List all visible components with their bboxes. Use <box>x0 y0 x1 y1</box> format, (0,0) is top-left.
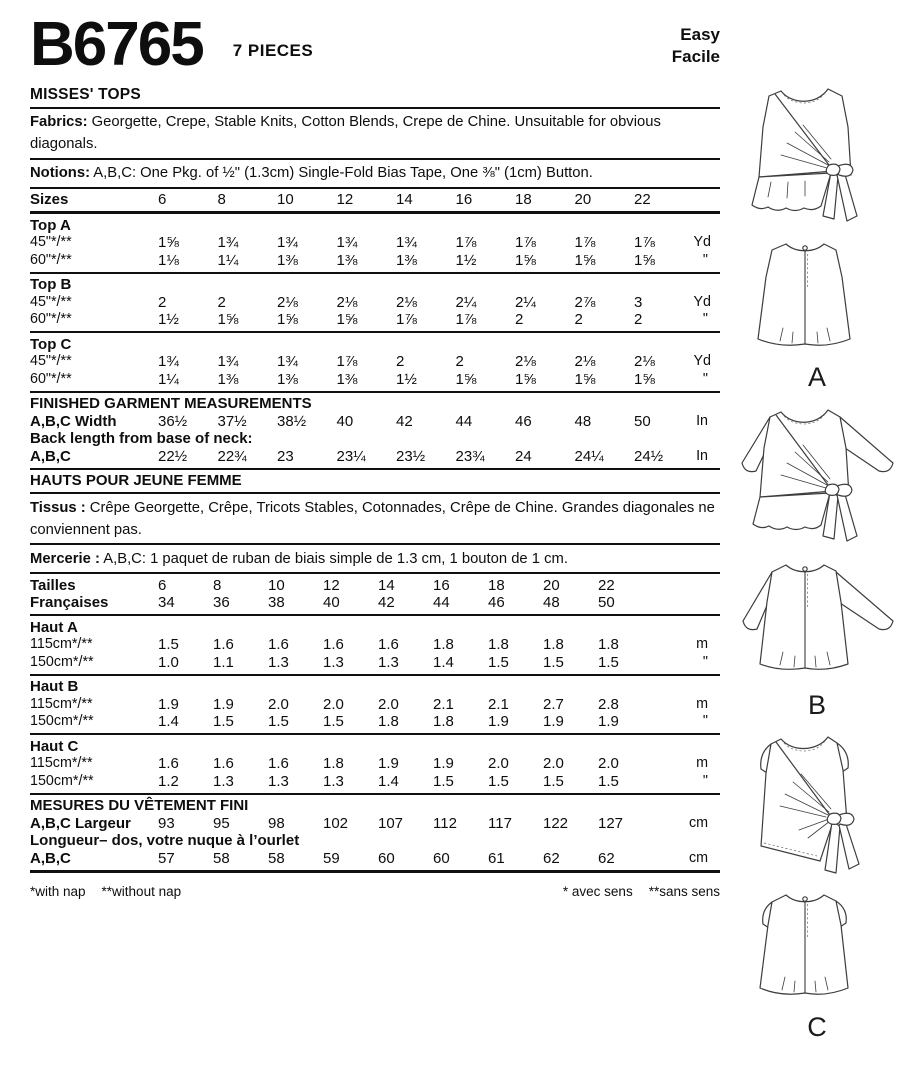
footnote-french <box>563 884 720 899</box>
table-cell: 62 <box>543 849 560 867</box>
table-cell: 1.5 <box>488 772 509 790</box>
table-cell: 2 <box>515 311 524 328</box>
table-cell: 1⅜ <box>336 370 358 388</box>
table-cell: 59 <box>323 849 340 867</box>
row-label: A,B,C Width <box>30 412 117 430</box>
table-cell: 6 <box>158 576 167 594</box>
table-cell: 58 <box>213 849 230 867</box>
table-cell: 1⅞ <box>634 234 655 251</box>
table-cell: 127 <box>598 814 624 832</box>
table-cell: 1.3 <box>323 772 344 790</box>
table-cell: 1.4 <box>433 653 454 671</box>
table-cell: 1¾ <box>277 234 298 251</box>
table-cell: 1.5 <box>268 713 289 730</box>
divider <box>30 614 720 616</box>
table-cell: 1⅝ <box>574 251 596 269</box>
table-cell: 1⅜ <box>336 251 358 269</box>
garment-views-column <box>731 80 903 1052</box>
notions-text: A,B,C: One Pkg. of ½" (1.3cm) Single-Fold Bias Tape, One ⅜" (1cm) Button. <box>90 165 593 181</box>
table-cell: 1⅛ <box>158 251 179 269</box>
view-a-back-illustration <box>733 236 902 362</box>
table-cell: 1.8 <box>543 636 564 653</box>
fabrics-line <box>30 111 720 155</box>
table-cell: 2.0 <box>488 755 509 772</box>
table-cell: 1⅞ <box>515 234 536 251</box>
table-cell: 1.8 <box>433 713 454 730</box>
footnote-with-nap: *with nap <box>30 883 86 899</box>
table-cell: 2.0 <box>378 695 399 713</box>
tailles-header-row <box>30 577 720 595</box>
table-cell: 1.9 <box>598 713 619 730</box>
table-cell: 1.5 <box>598 653 619 671</box>
section-title-haut-a: Haut A <box>30 618 78 636</box>
divider <box>30 733 720 735</box>
table-cell: 1.5 <box>213 713 234 730</box>
table-cell: 1.9 <box>378 755 399 772</box>
table-cell: 23½ <box>396 447 426 465</box>
unit-cell: " <box>702 251 708 268</box>
table-cell: 95 <box>213 814 230 832</box>
table-cell: 14 <box>378 576 395 594</box>
divider <box>30 674 720 676</box>
divider <box>30 211 720 214</box>
table-cell: 57 <box>158 849 175 867</box>
unit-cell <box>653 594 720 612</box>
table-cell: 18 <box>515 191 532 208</box>
view-b-front-illustration <box>733 402 902 554</box>
table-cell: 1.4 <box>158 713 179 730</box>
footnote-sans-sens: **sans sens <box>648 883 720 899</box>
divider <box>30 572 720 574</box>
table-cell: 1¾ <box>158 353 179 370</box>
table-cell: 2⅛ <box>277 293 298 311</box>
table-cell: 16 <box>433 576 450 594</box>
unit-cell: cm <box>688 849 708 866</box>
unit-cell: m <box>696 755 708 771</box>
table-cell: 1¼ <box>158 370 179 388</box>
pattern-number: B6765 <box>30 10 203 79</box>
table-cell: 1¾ <box>277 353 298 370</box>
table-cell: 8 <box>217 191 226 208</box>
table-row <box>30 636 720 654</box>
tissus-line <box>30 497 720 541</box>
unit-cell: " <box>702 713 708 729</box>
table-cell: 16 <box>455 191 473 208</box>
unit-cell <box>653 577 720 595</box>
row-label: 60"*/** <box>30 370 72 387</box>
difficulty-en: Easy <box>680 25 720 44</box>
row-label: 115cm*/** <box>30 636 93 652</box>
row-label: A,B,C Largeur <box>30 814 131 832</box>
view-b-back-illustration <box>733 558 902 690</box>
envelope-back-sheet <box>30 12 720 899</box>
table-cell: 1⅝ <box>277 311 298 328</box>
unit-cell: Yd <box>693 293 711 310</box>
table-cell: 1.5 <box>158 636 179 653</box>
table-cell: 48 <box>543 594 560 611</box>
table-cell: 1⅜ <box>217 370 239 388</box>
table-cell: 22 <box>598 576 615 594</box>
table-cell: 1.8 <box>323 755 344 772</box>
table-cell: 1⅞ <box>396 311 417 328</box>
table-cell: 1⅝ <box>455 370 477 388</box>
table-cell: 2¼ <box>515 293 536 311</box>
divider <box>30 107 720 109</box>
view-c-back-illustration <box>733 889 902 1012</box>
table-cell: 36½ <box>158 412 188 430</box>
table-cell: 37½ <box>217 412 247 430</box>
unit-cell: " <box>702 311 708 327</box>
table-cell: 1.3 <box>323 653 344 671</box>
table-cell: 98 <box>268 814 285 832</box>
table-cell: 1.8 <box>378 713 399 730</box>
table-cell: 60 <box>433 849 450 867</box>
table-cell: 22½ <box>158 447 188 465</box>
table-cell: 46 <box>515 412 532 430</box>
section-title-haut-c: Haut C <box>30 737 79 755</box>
notions-label: Notions: <box>30 165 90 181</box>
table-cell: 36 <box>213 594 230 611</box>
divider <box>30 492 720 494</box>
row-label: Françaises <box>30 594 109 611</box>
unit-cell: " <box>702 772 708 789</box>
table-cell: 1¾ <box>217 353 239 370</box>
row-label: 150cm*/** <box>30 653 94 670</box>
view-a-front-illustration <box>733 80 902 230</box>
section-title-top-b: Top B <box>30 276 72 293</box>
divider <box>30 543 720 545</box>
table-cell: 1.9 <box>488 713 509 730</box>
table-cell: 1⅞ <box>336 353 358 370</box>
table-cell: 42 <box>378 594 395 611</box>
table-cell: 1.6 <box>213 636 234 653</box>
table-cell: 1.3 <box>268 653 289 671</box>
table-cell: 117 <box>488 814 512 832</box>
table-cell: 60 <box>378 849 395 867</box>
table-cell: 2.0 <box>598 755 619 772</box>
divider <box>30 793 720 795</box>
table-cell: 1.3 <box>213 772 234 790</box>
fabrics-text: Georgette, Crepe, Stable Knits, Cotton Blends, Crepe de Chine. Unsuitable for obvious diagonals. <box>30 114 661 152</box>
table-cell: 2⅛ <box>574 353 596 370</box>
table-cell: 1.5 <box>543 772 564 790</box>
table-cell: 1⅜ <box>396 251 417 269</box>
table-row <box>30 773 720 791</box>
footnote-english <box>30 884 181 899</box>
table-cell: 2.8 <box>598 695 619 713</box>
table-cell: 1⅞ <box>455 234 477 251</box>
table-cell: 14 <box>396 191 413 208</box>
divider <box>30 158 720 160</box>
table-cell: 58 <box>268 849 285 867</box>
table-cell: 1.5 <box>488 653 509 671</box>
unit-cell: Yd <box>693 234 711 250</box>
table-cell: 1¼ <box>217 251 239 269</box>
table-cell: 1.9 <box>433 755 454 772</box>
divider <box>30 468 720 470</box>
table-cell: 2 <box>574 311 583 328</box>
table-row <box>30 696 720 714</box>
row-label: 150cm*/** <box>30 713 94 729</box>
table-row <box>30 252 720 270</box>
unit-cell: Yd <box>693 353 711 369</box>
unit-cell: m <box>696 695 708 712</box>
table-row <box>30 755 720 773</box>
table-cell: 10 <box>268 576 285 594</box>
unit-cell: In <box>696 447 708 464</box>
row-label: 60"*/** <box>30 251 72 268</box>
row-label: 45"*/** <box>30 293 72 310</box>
table-row <box>30 371 720 389</box>
table-cell: 112 <box>433 814 457 832</box>
table-cell: 48 <box>574 412 592 430</box>
header <box>30 12 720 84</box>
table-row <box>30 311 720 329</box>
table-cell: 1¾ <box>336 234 358 251</box>
footnote-without-nap: **without nap <box>101 883 182 899</box>
table-cell: 2.1 <box>488 695 509 713</box>
section-title-top-a: Top A <box>30 216 71 234</box>
table-cell: 2 <box>217 293 226 311</box>
table-cell: 24¼ <box>574 447 604 465</box>
table-cell: 1½ <box>396 370 417 388</box>
table-cell: 50 <box>634 412 651 430</box>
view-c-front-illustration <box>733 730 902 885</box>
table-cell: 18 <box>488 576 505 594</box>
table-cell: 2 <box>158 293 167 311</box>
row-label: 60"*/** <box>30 311 72 327</box>
row-label: Tailles <box>30 576 76 594</box>
table-cell: 40 <box>323 594 340 611</box>
table-cell: 1.5 <box>433 772 454 790</box>
category-title: MISSES' TOPS <box>30 86 141 103</box>
table-cell: 2.0 <box>268 695 289 713</box>
table-cell: 38 <box>268 594 285 611</box>
table-cell: 107 <box>378 814 404 832</box>
table-cell: 10 <box>277 191 294 208</box>
table-cell: 2.7 <box>543 695 564 713</box>
table-cell: 2.0 <box>323 695 344 713</box>
table-cell: 44 <box>433 594 450 611</box>
table-row <box>30 850 720 868</box>
table-cell: 1⅝ <box>336 311 358 328</box>
table-cell: 24½ <box>634 447 664 465</box>
table-cell: 40 <box>336 412 354 430</box>
table-cell: 1.5 <box>323 713 344 730</box>
table-cell: 2 <box>455 353 464 370</box>
longueur-heading: Longueur– dos, votre nuque à l’ourlet <box>30 832 300 849</box>
table-cell: 1⅜ <box>277 251 298 269</box>
table-cell: 122 <box>543 814 569 832</box>
french-section-title: HAUTS POUR JEUNE FEMME <box>30 472 242 489</box>
table-cell: 1⅜ <box>277 370 298 388</box>
notions-line <box>30 162 720 184</box>
table-cell: 1.6 <box>268 755 289 772</box>
table-cell: 3 <box>634 293 643 311</box>
table-cell: 1.2 <box>158 772 179 790</box>
table-cell: 1⅝ <box>515 251 536 269</box>
table-cell: 2⅞ <box>574 293 596 311</box>
table-cell: 1.6 <box>378 636 399 653</box>
table-cell: 2⅛ <box>336 293 358 311</box>
table-cell: 1½ <box>455 251 477 269</box>
table-cell: 1½ <box>158 311 179 328</box>
table-cell: 1¾ <box>396 234 417 251</box>
table-cell: 93 <box>158 814 175 832</box>
row-label: 150cm*/** <box>30 772 94 789</box>
row-label: Sizes <box>30 191 69 208</box>
table-cell: 1.6 <box>323 636 344 653</box>
table-cell: 1⅝ <box>515 370 536 388</box>
table-row <box>30 815 720 833</box>
table-cell: 8 <box>213 576 222 594</box>
section-title-haut-b: Haut B <box>30 678 79 695</box>
table-row <box>30 353 720 371</box>
table-cell: 1⅝ <box>634 370 655 388</box>
finished-measurements-title: FINISHED GARMENT MEASUREMENTS <box>30 395 312 412</box>
fabrics-label: Fabrics: <box>30 114 88 130</box>
table-cell: 2.1 <box>433 695 454 713</box>
mesures-title: MESURES DU VÊTEMENT FINI <box>30 797 249 814</box>
table-cell: 24 <box>515 447 532 465</box>
unit-cell: " <box>702 370 708 387</box>
table-cell: 1.9 <box>213 695 234 713</box>
table-cell: 1.8 <box>598 636 619 653</box>
pieces-count: 7 PIECES <box>232 41 314 60</box>
table-cell: 23 <box>277 447 294 465</box>
back-length-heading: Back length from base of neck: <box>30 430 253 447</box>
table-cell: 22 <box>634 191 651 208</box>
table-row <box>30 234 720 252</box>
row-label: A,B,C <box>30 849 71 867</box>
table-cell: 38½ <box>277 412 307 430</box>
table-cell: 1.6 <box>158 755 179 772</box>
table-cell: 34 <box>158 594 175 611</box>
unit-cell: " <box>702 653 708 670</box>
table-cell: 1.8 <box>488 636 509 653</box>
table-cell: 1⅝ <box>574 370 596 388</box>
table-cell: 1.3 <box>268 772 289 790</box>
row-label: 45"*/** <box>30 234 72 250</box>
table-cell: 12 <box>336 191 354 208</box>
table-cell: 1.6 <box>213 755 234 772</box>
table-cell: 1⅝ <box>634 251 655 269</box>
view-c-label: C <box>807 1012 827 1042</box>
table-cell: 20 <box>543 576 560 594</box>
table-cell: 42 <box>396 412 413 430</box>
table-row <box>30 713 720 731</box>
unit-cell: In <box>696 412 708 429</box>
table-cell: 1.5 <box>598 772 619 790</box>
difficulty-block <box>672 24 720 68</box>
divider <box>30 272 720 274</box>
table-cell: 2⅛ <box>515 353 536 370</box>
mercerie-label: Mercerie : <box>30 550 100 567</box>
row-label: A,B,C <box>30 447 71 465</box>
table-cell: 46 <box>488 594 505 611</box>
difficulty-fr: Facile <box>671 47 720 66</box>
table-cell: 1⅞ <box>574 234 596 251</box>
divider <box>30 331 720 333</box>
table-cell: 61 <box>488 849 505 867</box>
row-label: 115cm*/** <box>30 695 93 712</box>
sizes-header-row <box>30 191 720 209</box>
table-cell: 50 <box>598 594 615 611</box>
table-cell: 1.4 <box>378 772 399 790</box>
table-row <box>30 654 720 672</box>
footnote-avec-sens: * avec sens <box>562 883 633 899</box>
table-cell: 1.8 <box>433 636 454 653</box>
mercerie-text: A,B,C: 1 paquet de ruban de biais simple de 1.3 cm, 1 bouton de 1 cm. <box>99 550 568 567</box>
table-cell: 2.0 <box>543 755 564 772</box>
tissus-text: Crêpe Georgette, Crêpe, Tricots Stables, Cotonnades, Crêpe de Chine. Grandes diagonales ne conviennent pas. <box>30 499 715 538</box>
mercerie-line <box>30 548 720 570</box>
table-cell: 2 <box>634 311 643 328</box>
table-cell: 62 <box>598 849 615 867</box>
table-cell: 2⅛ <box>396 293 417 311</box>
table-cell: 44 <box>455 412 473 430</box>
view-a-label: A <box>807 362 826 392</box>
table-cell: 1⅞ <box>455 311 477 328</box>
row-label: 115cm*/** <box>30 755 93 771</box>
unit-cell: m <box>696 636 708 652</box>
table-cell: 1.3 <box>378 653 399 671</box>
table-cell: 22¾ <box>217 447 247 465</box>
table-cell: 1.0 <box>158 653 179 671</box>
table-row <box>30 413 720 431</box>
table-cell: 20 <box>574 191 592 208</box>
view-b-label: B <box>807 690 826 720</box>
divider <box>30 870 720 873</box>
table-row <box>30 294 720 312</box>
unit-cell: cm <box>688 814 708 831</box>
table-cell: 2 <box>396 353 405 370</box>
table-row <box>30 448 720 466</box>
divider <box>30 187 720 189</box>
tissus-label: Tissus : <box>30 499 86 516</box>
divider <box>30 391 720 393</box>
table-cell: 2⅛ <box>634 353 655 370</box>
table-cell: 1.6 <box>268 636 289 653</box>
table-cell: 23¾ <box>455 447 485 465</box>
table-cell: 1⅝ <box>158 234 179 251</box>
footnotes <box>30 884 720 899</box>
table-cell: 102 <box>323 814 349 832</box>
table-cell: 1⅝ <box>217 311 239 328</box>
section-title-top-c: Top C <box>30 335 72 353</box>
table-cell: 1¾ <box>217 234 239 251</box>
unit-cell <box>694 191 721 209</box>
table-cell: 1.9 <box>543 713 564 730</box>
table-cell: 1.1 <box>213 653 234 671</box>
table-cell: 6 <box>158 191 167 208</box>
table-cell: 2¼ <box>455 293 477 311</box>
table-cell: 23¼ <box>336 447 366 465</box>
table-cell: 12 <box>323 576 340 594</box>
table-cell: 1.9 <box>158 695 179 713</box>
row-label: 45"*/** <box>30 353 72 369</box>
francaises-row <box>30 594 720 612</box>
table-cell: 1.5 <box>543 653 564 671</box>
